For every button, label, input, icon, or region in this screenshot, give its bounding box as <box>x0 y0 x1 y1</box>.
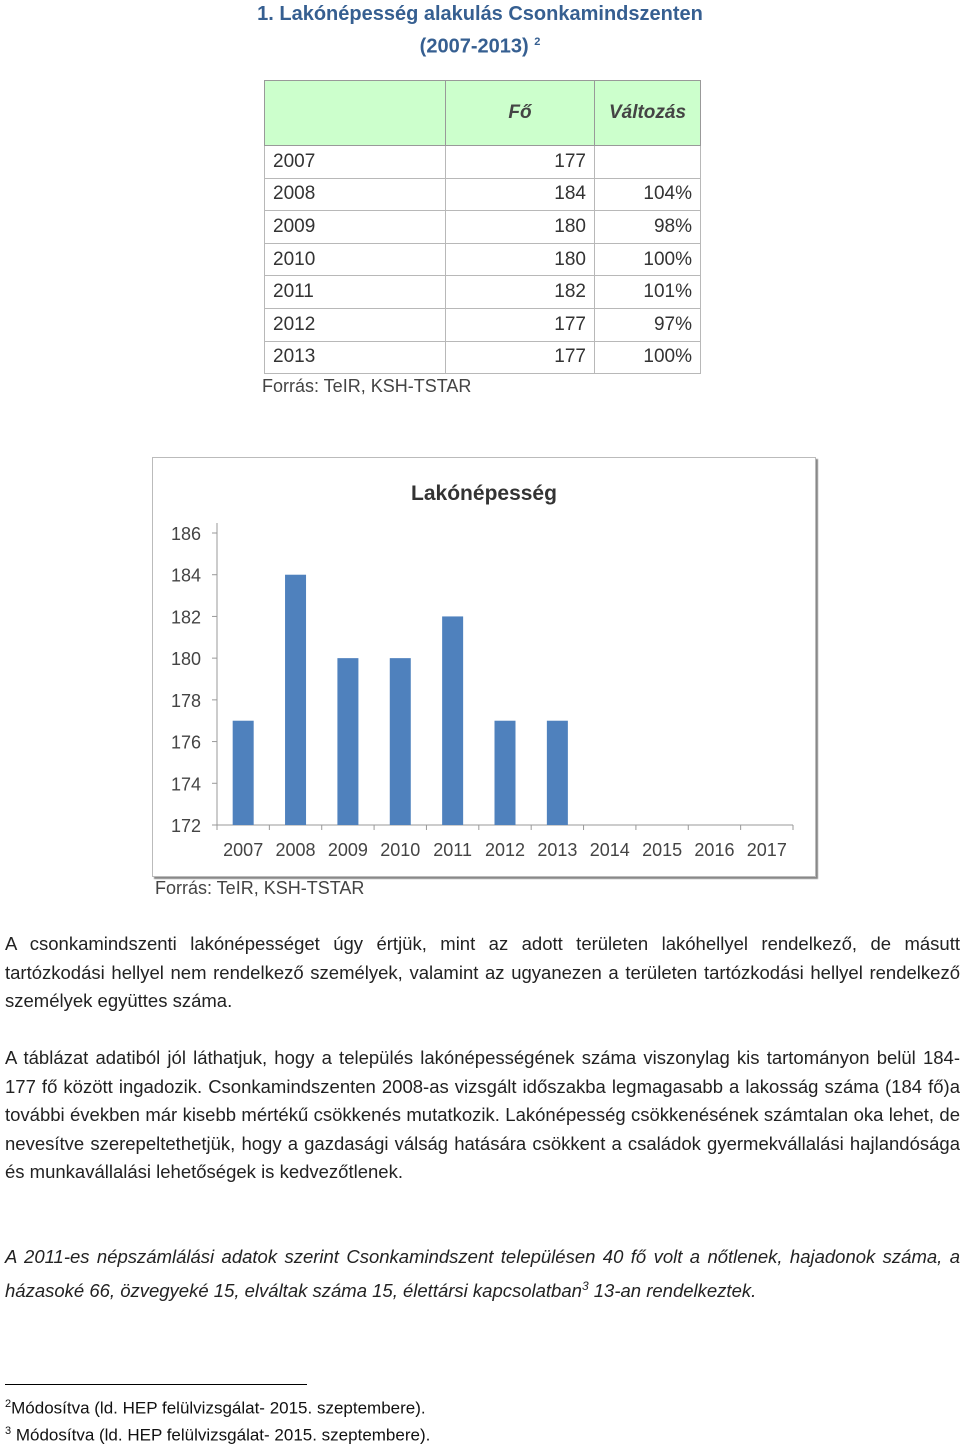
y-tick-label: 178 <box>170 690 201 711</box>
y-tick-label: 176 <box>170 732 201 753</box>
footnote-3-text: Módosítva (ld. HEP felülvizsgálat- 2015. szeptembere). <box>11 1425 431 1445</box>
bar-2011 <box>442 616 463 825</box>
x-tick-label: 2011 <box>433 840 472 860</box>
heading-footnote-ref: 2 <box>534 36 541 48</box>
heading-line-1: 1. Lakónépesség alakulás Csonkamindszenten <box>257 3 703 25</box>
y-tick-label: 174 <box>170 774 201 795</box>
y-tick-label: 180 <box>170 649 201 670</box>
table-cell-year: 2009 <box>265 211 446 244</box>
table-cell-year: 2011 <box>265 276 446 309</box>
y-tick-label: 184 <box>170 565 201 586</box>
table-row <box>265 243 701 276</box>
bar-2008 <box>285 575 306 825</box>
table-cell-count: 177 <box>446 308 595 341</box>
table-cell-change: 101% <box>595 276 701 309</box>
table-cell-year: 2012 <box>265 308 446 341</box>
table-cell-change: 98% <box>595 211 701 244</box>
table-source: Forrás: TeIR, KSH-TSTAR <box>262 376 472 396</box>
chart-title: Lakónépesség <box>411 482 557 505</box>
table-cell-year: 2013 <box>265 341 446 374</box>
table-cell-count: 180 <box>446 211 595 244</box>
table-row <box>265 308 701 341</box>
table-row <box>265 146 701 179</box>
table-header-year <box>265 81 446 146</box>
x-tick-label: 2017 <box>746 840 787 860</box>
table-cell-count: 177 <box>446 146 595 179</box>
table-cell-count: 182 <box>446 276 595 309</box>
table-cell-change: 97% <box>595 308 701 341</box>
section-heading <box>0 0 960 61</box>
x-tick-label: 2013 <box>537 840 578 860</box>
population-table <box>264 80 701 374</box>
footnote-separator <box>5 1384 307 1385</box>
x-tick-label: 2008 <box>275 840 316 860</box>
table-row <box>265 341 701 374</box>
census-footnote-ref: 3 <box>581 1278 589 1293</box>
table-cell-count: 180 <box>446 243 595 276</box>
bar-2010 <box>390 658 411 825</box>
x-tick-label: 2016 <box>694 840 735 860</box>
table-cell-count: 184 <box>446 178 595 211</box>
x-tick-label: 2012 <box>484 840 526 860</box>
table-header-row <box>265 81 701 146</box>
table-row <box>265 178 701 211</box>
table-cell-year: 2008 <box>265 178 446 211</box>
x-tick-label: 2014 <box>589 840 630 860</box>
table-cell-year: 2010 <box>265 243 446 276</box>
footnote-2-text: Módosítva (ld. HEP felülvizsgálat- 2015. szeptembere). <box>11 1398 426 1418</box>
population-bar-chart <box>153 458 815 876</box>
x-tick-label: 2009 <box>327 840 368 860</box>
population-table-body <box>265 81 701 374</box>
y-tick-label: 172 <box>170 816 201 836</box>
x-tick-label: 2007 <box>223 840 264 860</box>
bar-2013 <box>547 721 568 825</box>
footnote-2-number: 2 <box>5 1398 12 1410</box>
bar-2009 <box>337 658 358 825</box>
table-cell-year: 2007 <box>265 146 446 179</box>
table-cell-change: 104% <box>595 178 701 211</box>
census-text-b: 13-an rendelkeztek. <box>588 1279 757 1301</box>
census-text-a: A 2011-es népszámlálási adatok szerint Csonkamindszent településen 40 fő volt a nőtlenek, hajadonok száma, a házasoké 66, özvegyeké 15, elváltak száma 15, élettársi kapcsolatban <box>5 1246 960 1301</box>
y-tick-label: 182 <box>170 607 201 628</box>
footnote-2 <box>5 1393 426 1420</box>
table-cell-change: 100% <box>595 243 701 276</box>
table-header-change: Változás <box>595 81 701 146</box>
x-tick-label: 2010 <box>380 840 421 860</box>
bar-2012 <box>495 721 516 825</box>
chart-frame <box>152 457 816 877</box>
paragraph-definition: A csonkamindszenti lakónépességet úgy értjük, mint az adott területen lakóhellyel rendelkező, de másutt tartózkodási hellyel nem rendelkező személyek, valamint az ugyanezen a területen tartózkodási hellyel rendelkező személyek együttes száma. <box>5 933 960 1011</box>
paragraph-analysis: A táblázat adatiból jól láthatjuk, hogy a település lakónépességének száma viszonylag kis tartományon belül 184-177 fő között ingadozik. Csonkamindszenten 2008-as vizsgált időszakba legmagasabb a lakosság száma (184 fő)a további években már kisebb mértékű csökkenés mutatkozik. Lakónépesség csökkenésének számtalan oka lehet, de nevesítve szerepeltethetjük, hogy a gazdasági válság hatására csökkent a családok gyermekvállalási hajlandósága és munkavállalási lehetőségek is kedvezőtlenek. <box>5 1047 960 1182</box>
table-cell-count: 177 <box>446 341 595 374</box>
heading-years: (2007-2013) <box>419 35 529 58</box>
footnote-3-number: 3 <box>5 1425 12 1437</box>
table-header-count: Fő <box>446 81 595 146</box>
footnote-3 <box>5 1420 430 1447</box>
heading-line-2 <box>0 28 960 61</box>
chart-source: Forrás: TeIR, KSH-TSTAR <box>155 878 365 898</box>
table-row <box>265 211 701 244</box>
table-cell-change <box>595 146 701 179</box>
x-tick-label: 2015 <box>642 840 683 860</box>
table-cell-change: 100% <box>595 341 701 374</box>
paragraph-census <box>5 1243 960 1305</box>
y-tick-label: 186 <box>170 524 201 544</box>
table-row <box>265 276 701 309</box>
bar-2007 <box>233 721 254 825</box>
